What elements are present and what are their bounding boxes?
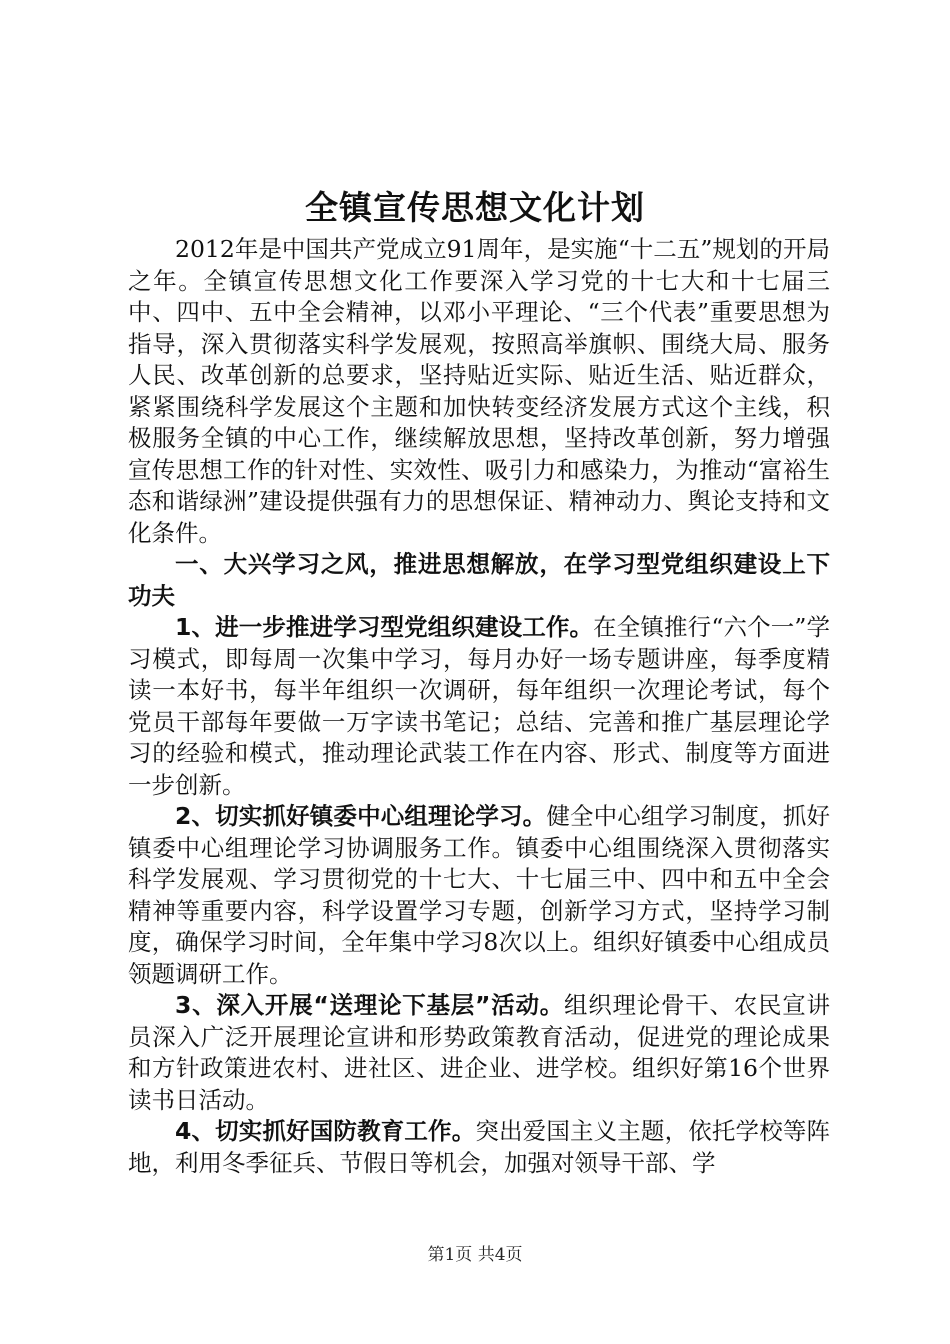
item-lead: 1、进一步推进学习型党组织建设工作。 xyxy=(175,613,594,641)
item-lead: 4、切实抓好国防教育工作。 xyxy=(175,1117,476,1145)
item-text: 健全中心组学习制度，抓好镇委中心组理论学习协调服务工作。镇委中心组围绕深入贯彻落实科学发展观、学习贯彻党的十七大、十七届三中、四中和五中全会精神等重要内容，科学设置学习专题，创新学习方式，坚持学习制度，确保学习时间，全年集中学习8次以上。组织好镇委中心组成员领题调研工作。 xyxy=(128,802,830,988)
item-text: 突出爱国主义主题，依托学校等阵地，利用冬季征兵、节假日等机会，加强对领导干部、学 xyxy=(128,1117,831,1177)
item-text: 组织理论骨干、农民宣讲员深入广泛开展理论宣讲和形势政策教育活动，促进党的理论成果和方针政策进农村、进社区、进企业、进学校。组织好第16个世界读书日活动。 xyxy=(128,991,830,1114)
item-lead: 2、切实抓好镇委中心组理论学习。 xyxy=(175,802,547,830)
page-number: 第1页 共4页 xyxy=(427,1245,523,1265)
section-heading: 一、大兴学习之风，推进思想解放，在学习型党组织建设上下功夫 xyxy=(128,550,830,610)
item-paragraph-3 xyxy=(128,990,830,1116)
item-text: 在全镇推行“六个一”学习模式，即每周一次集中学习，每月办好一场专题讲座，每季度精读一本好书，每半年组织一次调研，每年组织一次理论考试，每个党员干部每年要做一万字读书笔记；总结、完善和推广基层理论学习的经验和模式，推动理论武装工作在内容、形式、制度等方面进一步创新。 xyxy=(128,613,830,799)
document-title: 全镇宣传思想文化计划 xyxy=(305,188,645,227)
item-paragraph-1 xyxy=(128,612,830,801)
item-lead: 3、深入开展“送理论下基层”活动。 xyxy=(175,991,564,1019)
intro-paragraph: 2012年是中国共产党成立91周年，是实施“十二五”规划的开局之年。全镇宣传思想文化工作要深入学习党的十七大和十七届三中、四中、五中全会精神，以邓小平理论、“三个代表”重要思想为指导，深入贯彻落实科学发展观，按照高举旗帜、围绕大局、服务人民、改革创新的总要求，坚持贴近实际、贴近生活、贴近群众，紧紧围绕科学发展这个主题和加快转变经济发展方式这个主线，积极服务全镇的中心工作，继续解放思想，坚持改革创新，努力增强宣传思想工作的针对性、实效性、吸引力和感染力，为推动“富裕生态和谐绿洲”建设提供强有力的思想保证、精神动力、舆论支持和文化条件。 xyxy=(128,235,830,547)
item-paragraph-2 xyxy=(128,801,830,990)
item-paragraph-4 xyxy=(128,1116,830,1179)
document-body xyxy=(128,234,830,1179)
